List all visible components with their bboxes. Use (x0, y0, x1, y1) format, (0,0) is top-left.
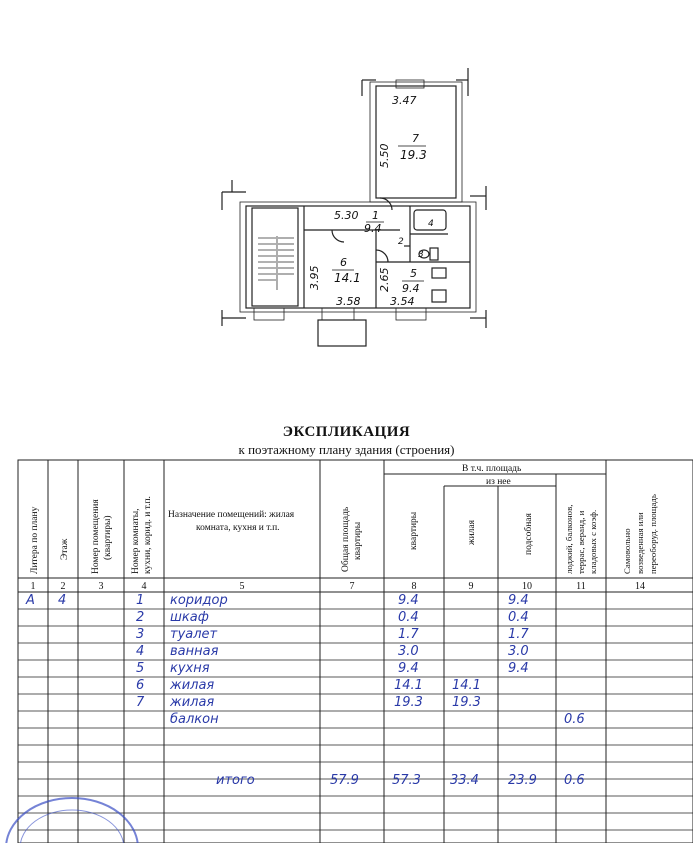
room6-area: 14.1 (334, 271, 361, 285)
cell-litera: А (26, 593, 35, 608)
colnum: 4 (141, 581, 147, 592)
hdr-unauth-2: возведенная или (635, 512, 645, 574)
hdr-floor: Этаж (60, 538, 70, 560)
table-row (136, 661, 529, 676)
cell-room: 3 (136, 627, 145, 642)
cell-apt: 3.0 (398, 644, 419, 659)
hdr-room-no-2: кухни, корид. и т.п. (143, 496, 153, 574)
colnum: 11 (576, 581, 586, 592)
total-row (216, 773, 585, 788)
stamp (6, 798, 138, 843)
mark-wc: 3 (418, 250, 424, 260)
total-label: итого (216, 773, 255, 788)
hdr-unauth-1: Самовольно (622, 528, 632, 574)
column-numbers (31, 581, 646, 592)
table-row (25, 593, 529, 608)
mark-shower: 2 (398, 237, 404, 247)
total-apt: 57.3 (392, 773, 421, 788)
cell-apt: 0.4 (398, 610, 419, 625)
colnum: 3 (98, 581, 104, 592)
table-row (136, 627, 529, 642)
hdr-apt: квартиры (409, 511, 419, 550)
row-lines (18, 609, 693, 830)
total-loggia: 0.6 (564, 773, 585, 788)
cell-apt: 9.4 (398, 661, 419, 676)
room6-width: 3.58 (336, 295, 361, 308)
hdr-purpose-1: Назначение помещений: жилая (168, 510, 295, 520)
hdr-apt-no-1: Номер помещения (91, 499, 101, 574)
total-living: 33.4 (450, 773, 479, 788)
mark-bath: 4 (428, 219, 434, 229)
colnum: 5 (239, 581, 245, 592)
cell-room: 7 (136, 695, 145, 710)
total-aux: 23.9 (508, 773, 537, 788)
hdr-of-which: из нее (486, 477, 511, 487)
colnum: 9 (468, 581, 474, 592)
explication-subtitle: к поэтажному плану здания (строения) (238, 442, 455, 457)
hdr-loggia-2: террас, веранд, и (576, 510, 586, 574)
cell-name: туалет (170, 627, 218, 642)
room7-width: 3.47 (392, 94, 417, 107)
cell-apt: 19.3 (394, 695, 423, 710)
cell-name: жилая (170, 695, 215, 710)
cell-name: балкон (170, 712, 219, 727)
room1-width: 5.30 (334, 209, 359, 222)
room7-length: 5.50 (378, 143, 391, 168)
hdr-loggia-3: кладовых с коэф. (588, 509, 598, 574)
table-row (136, 610, 529, 625)
room5-number: 5 (410, 267, 417, 280)
cell-room: 4 (136, 644, 145, 659)
table-rows (25, 593, 585, 788)
hdr-room-no-1: Номер комнаты, (131, 508, 141, 574)
cell-name: кухня (170, 661, 210, 676)
room1-number: 1 (372, 209, 379, 222)
cell-room: 2 (136, 610, 145, 625)
room5-area: 9.4 (402, 282, 420, 295)
cell-name: коридор (170, 593, 228, 608)
hdr-unauth-3: переоборуд. площадь (648, 494, 658, 574)
cell-name: жилая (170, 678, 215, 693)
cell-aux: 9.4 (508, 593, 529, 608)
explication-title: ЭКСПЛИКАЦИЯ (282, 424, 411, 440)
room6-length: 3.95 (308, 265, 321, 290)
hdr-litera: Литера по плану (30, 506, 40, 574)
cell-loggia: 0.6 (564, 712, 585, 727)
cell-living: 19.3 (452, 695, 481, 710)
table-row (170, 712, 585, 727)
cell-aux: 9.4 (508, 661, 529, 676)
total-total: 57.9 (330, 773, 359, 788)
cell-apt: 14.1 (394, 678, 423, 693)
table-row (136, 695, 481, 710)
hdr-loggia-1: лоджий, балконов, (564, 504, 574, 574)
cell-name: ванная (170, 644, 219, 659)
room7-number: 7 (412, 132, 419, 145)
hdr-living: жилая (467, 520, 477, 545)
hdr-incl: В т.ч. площадь (462, 464, 522, 474)
cell-room: 5 (136, 661, 145, 676)
hdr-apt-no-2: (квартиры) (103, 515, 113, 560)
cell-room: 6 (136, 678, 145, 693)
colnum: 2 (60, 581, 66, 592)
hdr-total-2: квартиры (353, 521, 363, 560)
colnum: 1 (30, 581, 36, 592)
cell-name: шкаф (170, 610, 209, 625)
cell-aux: 0.4 (508, 610, 529, 625)
room5-length: 2.65 (378, 267, 391, 292)
cell-living: 14.1 (452, 678, 481, 693)
colnum: 8 (411, 581, 417, 592)
hdr-total-1: Общая площадь (341, 506, 351, 572)
room7-area: 19.3 (400, 148, 427, 162)
table-row (136, 678, 481, 693)
colnum: 10 (522, 581, 532, 592)
hdr-aux: подсобная (524, 513, 534, 555)
hdr-purpose-2: комната, кухня и т.п. (196, 523, 280, 533)
cell-floor: 4 (58, 593, 67, 608)
table-row (136, 644, 529, 659)
room6-number: 6 (340, 256, 347, 269)
cell-apt: 9.4 (398, 593, 419, 608)
room5-width: 3.54 (390, 295, 415, 308)
cell-room: 1 (136, 593, 145, 608)
room1-area: 9.4 (364, 222, 382, 235)
cell-aux: 3.0 (508, 644, 529, 659)
cell-apt: 1.7 (398, 627, 419, 642)
colnum: 14 (635, 581, 645, 592)
colnum: 7 (349, 581, 355, 592)
cell-aux: 1.7 (508, 627, 529, 642)
